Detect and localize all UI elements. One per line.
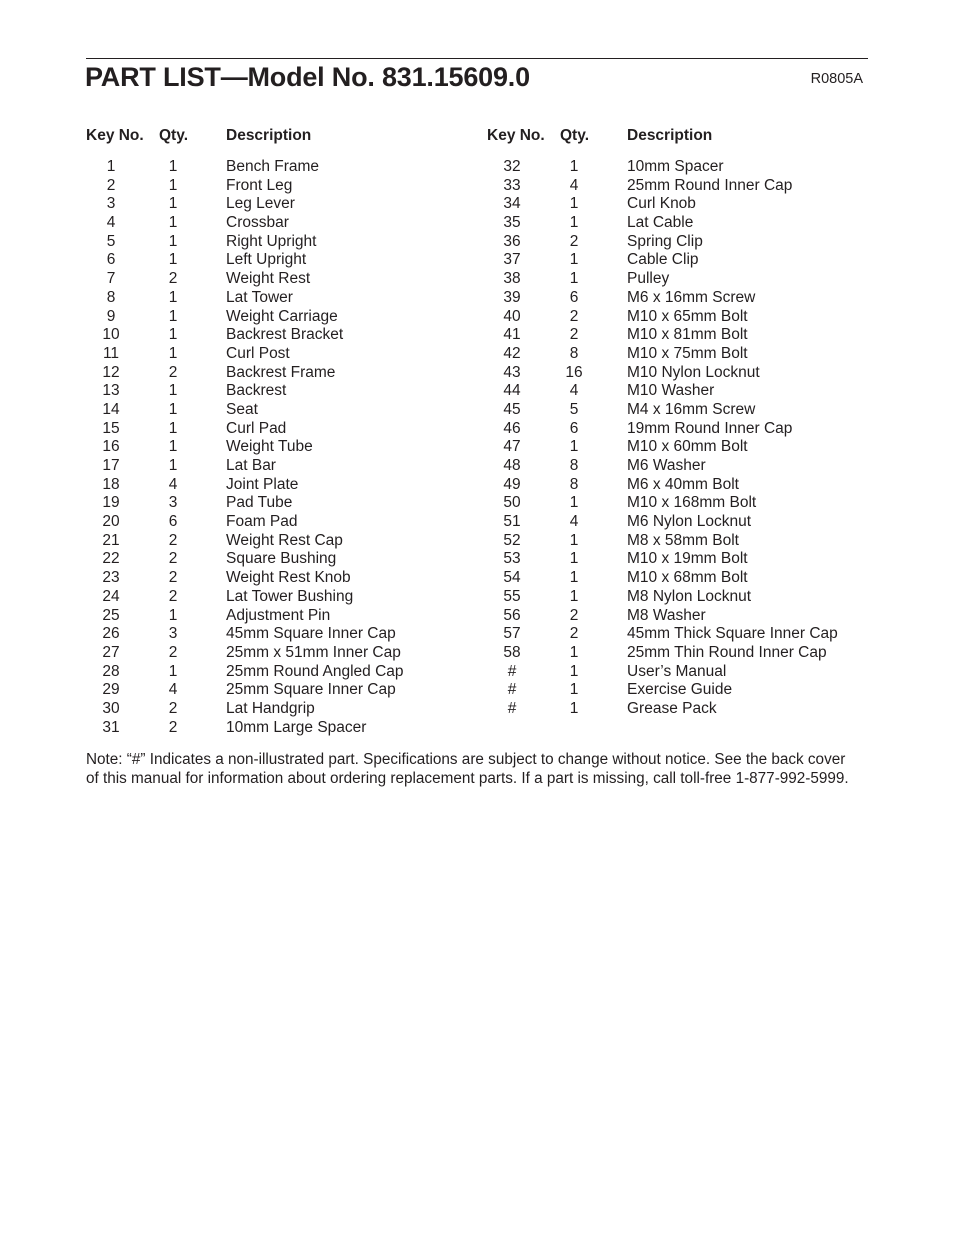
part-qty: 1 — [168, 438, 178, 456]
part-row — [86, 177, 476, 196]
part-qty: 2 — [168, 363, 178, 381]
part-row — [487, 457, 877, 476]
part-description: Seat — [226, 400, 258, 418]
part-key-no: 19 — [102, 494, 120, 512]
part-qty: 2 — [168, 643, 178, 661]
part-qty: 1 — [168, 382, 178, 400]
part-description: 10mm Large Spacer — [226, 718, 367, 736]
part-description: Adjustment Pin — [226, 606, 331, 624]
part-qty: 4 — [168, 681, 178, 699]
parts-list-left — [86, 158, 476, 737]
part-qty: 1 — [569, 569, 579, 587]
part-description: Right Upright — [226, 232, 317, 250]
part-row — [487, 345, 877, 364]
part-description: M6 x 16mm Screw — [627, 288, 756, 306]
part-description: Lat Tower — [226, 288, 293, 306]
part-key-no: 20 — [102, 513, 120, 531]
part-key-no: 16 — [102, 438, 120, 456]
part-row — [487, 476, 877, 495]
part-row — [86, 663, 476, 682]
part-qty: 1 — [569, 681, 579, 699]
part-qty: 1 — [168, 158, 178, 175]
part-description: M10 x 81mm Bolt — [627, 326, 748, 344]
part-description: M10 x 168mm Bolt — [627, 494, 757, 512]
part-key-no: 46 — [503, 419, 521, 437]
part-key-no: 32 — [503, 158, 521, 175]
part-row — [86, 494, 476, 513]
part-qty: 2 — [168, 531, 178, 549]
part-key-no: 24 — [102, 587, 120, 605]
part-description: M6 Washer — [627, 457, 706, 474]
footnote-line: Note: “#” Indicates a non-illustrated part. Specifications are subject to change without notice. See the back cover — [86, 751, 846, 768]
part-qty: 1 — [569, 214, 579, 232]
part-key-no: 6 — [106, 251, 116, 269]
header-qty: Qty. — [159, 127, 188, 144]
part-row — [86, 270, 476, 289]
part-qty: 1 — [569, 643, 579, 661]
part-qty: 1 — [168, 251, 178, 269]
part-row — [487, 513, 877, 532]
part-description: 25mm x 51mm Inner Cap — [226, 643, 401, 661]
part-description: Backrest Frame — [226, 363, 336, 381]
part-key-no: 36 — [503, 232, 521, 250]
part-key-no: 11 — [102, 344, 120, 362]
part-qty: 1 — [168, 214, 178, 232]
part-description: Weight Carriage — [226, 307, 338, 325]
part-qty: 6 — [168, 513, 178, 531]
parts-column-right — [487, 124, 877, 719]
part-description: Pulley — [627, 270, 670, 288]
part-description: M4 x 16mm Screw — [627, 400, 756, 418]
part-key-no: 7 — [106, 270, 116, 288]
part-row — [487, 233, 877, 252]
part-qty: 3 — [168, 494, 178, 512]
part-qty: 1 — [569, 195, 579, 213]
part-row — [487, 364, 877, 383]
part-row — [487, 569, 877, 588]
part-row — [487, 644, 877, 663]
part-key-no: 35 — [503, 214, 521, 232]
column-header-row — [487, 124, 877, 148]
part-key-no: 39 — [503, 288, 521, 306]
part-qty: 6 — [569, 419, 579, 437]
part-key-no: 26 — [102, 625, 120, 643]
part-description: M10 x 68mm Bolt — [627, 569, 748, 587]
part-description: Backrest — [226, 382, 287, 400]
part-qty: 8 — [569, 475, 579, 493]
part-row — [487, 270, 877, 289]
part-description: 25mm Thin Round Inner Cap — [627, 643, 827, 661]
part-key-no: 50 — [503, 494, 521, 512]
part-key-no: 30 — [102, 699, 120, 717]
part-qty: 1 — [569, 251, 579, 269]
part-description: Joint Plate — [226, 475, 299, 493]
part-qty: 3 — [168, 625, 178, 643]
part-description: Leg Lever — [226, 195, 295, 213]
part-row — [487, 420, 877, 439]
part-row — [487, 532, 877, 551]
part-key-no: 1 — [106, 158, 116, 175]
part-qty: 8 — [569, 344, 579, 362]
part-row — [487, 700, 877, 719]
part-key-no: 57 — [503, 625, 521, 643]
part-row — [487, 308, 877, 327]
part-row — [487, 177, 877, 196]
part-key-no: 14 — [102, 400, 120, 418]
part-description: Weight Rest Knob — [226, 569, 351, 587]
part-qty: 1 — [168, 176, 178, 194]
part-row — [487, 195, 877, 214]
part-description: Curl Pad — [226, 419, 287, 437]
part-qty: 2 — [569, 625, 579, 643]
part-row — [86, 513, 476, 532]
part-row — [86, 681, 476, 700]
part-key-no: 10 — [102, 326, 120, 344]
part-description: Backrest Bracket — [226, 326, 344, 344]
part-qty: 8 — [569, 457, 579, 474]
part-description: Lat Handgrip — [226, 699, 315, 717]
header-description: Description — [226, 127, 312, 144]
part-row — [86, 644, 476, 663]
part-row — [487, 401, 877, 420]
part-key-no: 17 — [102, 457, 120, 474]
part-key-no: 56 — [503, 606, 521, 624]
part-row — [487, 382, 877, 401]
part-description: M6 x 40mm Bolt — [627, 475, 739, 493]
header-key-no: Key No. — [86, 127, 144, 144]
part-key-no: 34 — [503, 195, 521, 213]
part-description: M6 Nylon Locknut — [627, 513, 752, 531]
part-description: Lat Cable — [627, 214, 694, 232]
part-row — [487, 158, 877, 177]
part-row — [487, 289, 877, 308]
column-header-row — [86, 124, 476, 148]
part-description: M10 x 19mm Bolt — [627, 550, 748, 568]
part-qty: 2 — [168, 718, 178, 736]
part-description: M8 Nylon Locknut — [627, 587, 752, 605]
part-key-no: 43 — [503, 363, 521, 381]
part-description: 19mm Round Inner Cap — [627, 419, 793, 437]
part-key-no: 12 — [102, 363, 120, 381]
part-qty: 6 — [569, 288, 579, 306]
part-qty: 1 — [168, 457, 178, 474]
part-description: M8 Washer — [627, 606, 706, 624]
part-qty: 1 — [168, 307, 178, 325]
part-description: Square Bushing — [226, 550, 337, 568]
part-description: Exercise Guide — [627, 681, 733, 699]
part-qty: 5 — [569, 400, 579, 418]
part-qty: 1 — [569, 270, 579, 288]
part-qty: 4 — [168, 475, 178, 493]
part-row — [86, 569, 476, 588]
part-qty: 4 — [569, 513, 579, 531]
part-key-no: 18 — [102, 475, 120, 493]
part-key-no: 41 — [503, 326, 521, 344]
part-key-no: 3 — [106, 195, 116, 213]
part-key-no: 4 — [106, 214, 116, 232]
part-description: Left Upright — [226, 251, 307, 269]
part-key-no: 38 — [503, 270, 521, 288]
part-row — [86, 719, 476, 738]
part-key-no: 31 — [102, 718, 120, 736]
part-row — [487, 625, 877, 644]
part-row — [86, 607, 476, 626]
part-qty: 4 — [569, 382, 579, 400]
part-qty: 1 — [168, 195, 178, 213]
part-row — [86, 233, 476, 252]
part-description: 25mm Round Angled Cap — [226, 662, 404, 680]
part-key-no: 49 — [503, 475, 521, 493]
part-key-no: 5 — [106, 232, 116, 250]
part-description: M10 Nylon Locknut — [627, 363, 760, 381]
part-qty: 4 — [569, 176, 579, 194]
part-qty: 1 — [168, 288, 178, 306]
part-key-no: 23 — [102, 569, 120, 587]
part-row — [86, 214, 476, 233]
part-row — [487, 663, 877, 682]
part-row — [487, 588, 877, 607]
part-description: Weight Rest Cap — [226, 531, 343, 549]
parts-column-left — [86, 124, 476, 737]
part-row — [86, 364, 476, 383]
part-key-no: 2 — [106, 176, 116, 194]
part-description: Lat Tower Bushing — [226, 587, 354, 605]
part-qty: 2 — [569, 307, 579, 325]
part-description: 45mm Square Inner Cap — [226, 625, 396, 643]
part-row — [86, 308, 476, 327]
part-qty: 1 — [569, 587, 579, 605]
part-key-no: 37 — [503, 251, 521, 269]
part-row — [487, 494, 877, 513]
part-row — [487, 607, 877, 626]
part-description: Lat Bar — [226, 457, 276, 474]
part-key-no: 8 — [106, 288, 116, 306]
part-qty: 1 — [569, 550, 579, 568]
part-row — [86, 289, 476, 308]
part-description: Grease Pack — [627, 699, 717, 717]
part-key-no: 28 — [102, 662, 120, 680]
part-description: Bench Frame — [226, 158, 320, 175]
part-description: Front Leg — [226, 176, 293, 194]
part-qty: 1 — [569, 699, 579, 717]
part-qty: 1 — [569, 438, 579, 456]
part-row — [86, 345, 476, 364]
part-description: 10mm Spacer — [627, 158, 724, 175]
part-qty: 2 — [168, 569, 178, 587]
part-qty: 1 — [168, 400, 178, 418]
part-description: M10 x 65mm Bolt — [627, 307, 748, 325]
document-code: R0805A — [810, 71, 863, 87]
part-key-no: 53 — [503, 550, 521, 568]
part-description: Crossbar — [226, 214, 289, 232]
page-title: PART LIST—Model No. 831.15609.0 — [85, 62, 530, 92]
part-key-no: 33 — [503, 176, 521, 194]
part-row — [86, 588, 476, 607]
part-qty: 1 — [569, 158, 579, 175]
part-key-no: 25 — [102, 606, 120, 624]
part-description: Weight Rest — [226, 270, 311, 288]
part-description: User’s Manual — [627, 662, 727, 680]
part-description: M8 x 58mm Bolt — [627, 531, 739, 549]
part-row — [487, 438, 877, 457]
part-key-no: # — [507, 662, 517, 680]
part-row — [86, 420, 476, 439]
part-row — [86, 700, 476, 719]
part-qty: 1 — [168, 232, 178, 250]
part-row — [487, 251, 877, 270]
part-key-no: 52 — [503, 531, 521, 549]
part-description: Spring Clip — [627, 232, 703, 250]
part-description: Weight Tube — [226, 438, 313, 456]
header-key-no: Key No. — [487, 127, 545, 144]
part-qty: 1 — [569, 662, 579, 680]
part-qty: 1 — [168, 606, 178, 624]
part-qty: 1 — [569, 494, 579, 512]
part-key-no: 27 — [102, 643, 120, 661]
part-description: Cable Clip — [627, 251, 699, 269]
part-key-no: 13 — [102, 382, 120, 400]
part-row — [487, 214, 877, 233]
part-row — [487, 681, 877, 700]
part-key-no: # — [507, 699, 517, 717]
part-row — [86, 382, 476, 401]
part-row — [86, 476, 476, 495]
part-description: M10 x 60mm Bolt — [627, 438, 748, 456]
part-row — [487, 550, 877, 569]
part-description: Curl Knob — [627, 195, 696, 213]
part-key-no: 40 — [503, 307, 521, 325]
part-description: 25mm Round Inner Cap — [627, 176, 793, 194]
part-key-no: 21 — [102, 531, 120, 549]
footnote — [86, 750, 876, 788]
part-key-no: 9 — [106, 307, 116, 325]
part-key-no: 45 — [503, 400, 521, 418]
header-qty: Qty. — [560, 127, 589, 144]
part-row — [86, 401, 476, 420]
part-qty: 2 — [168, 550, 178, 568]
part-key-no: 58 — [503, 643, 521, 661]
part-row — [86, 251, 476, 270]
part-key-no: 42 — [503, 344, 521, 362]
part-qty: 2 — [569, 606, 579, 624]
part-row — [86, 625, 476, 644]
part-description: 45mm Thick Square Inner Cap — [627, 625, 838, 643]
part-row — [86, 326, 476, 345]
part-qty: 1 — [569, 531, 579, 549]
part-description: M10 x 75mm Bolt — [627, 344, 748, 362]
part-qty: 2 — [569, 232, 579, 250]
part-key-no: # — [507, 681, 517, 699]
part-row — [86, 158, 476, 177]
part-qty: 1 — [168, 662, 178, 680]
part-qty: 2 — [168, 587, 178, 605]
part-key-no: 55 — [503, 587, 521, 605]
part-description: Curl Post — [226, 344, 290, 362]
part-qty: 1 — [168, 419, 178, 437]
part-qty: 1 — [168, 344, 178, 362]
part-qty: 2 — [168, 270, 178, 288]
part-row — [86, 457, 476, 476]
part-row — [86, 438, 476, 457]
part-row — [86, 195, 476, 214]
part-row — [86, 532, 476, 551]
part-key-no: 47 — [503, 438, 521, 456]
part-key-no: 51 — [503, 513, 521, 531]
parts-list-right — [487, 158, 877, 719]
part-key-no: 22 — [102, 550, 120, 568]
part-key-no: 48 — [503, 457, 521, 474]
footnote-line: of this manual for information about ordering replacement parts. If a part is missing, call toll-free 1-877-992-5999. — [86, 770, 849, 787]
part-description: Pad Tube — [226, 494, 293, 512]
part-qty: 1 — [168, 326, 178, 344]
part-key-no: 54 — [503, 569, 521, 587]
part-key-no: 29 — [102, 681, 120, 699]
part-qty: 2 — [569, 326, 579, 344]
part-key-no: 15 — [102, 419, 120, 437]
part-row — [86, 550, 476, 569]
header-description: Description — [627, 127, 713, 144]
part-description: Foam Pad — [226, 513, 298, 531]
part-key-no: 44 — [503, 382, 521, 400]
part-qty: 16 — [565, 363, 583, 381]
part-qty: 2 — [168, 699, 178, 717]
part-row — [487, 326, 877, 345]
part-description: M10 Washer — [627, 382, 715, 400]
part-description: 25mm Square Inner Cap — [226, 681, 396, 699]
